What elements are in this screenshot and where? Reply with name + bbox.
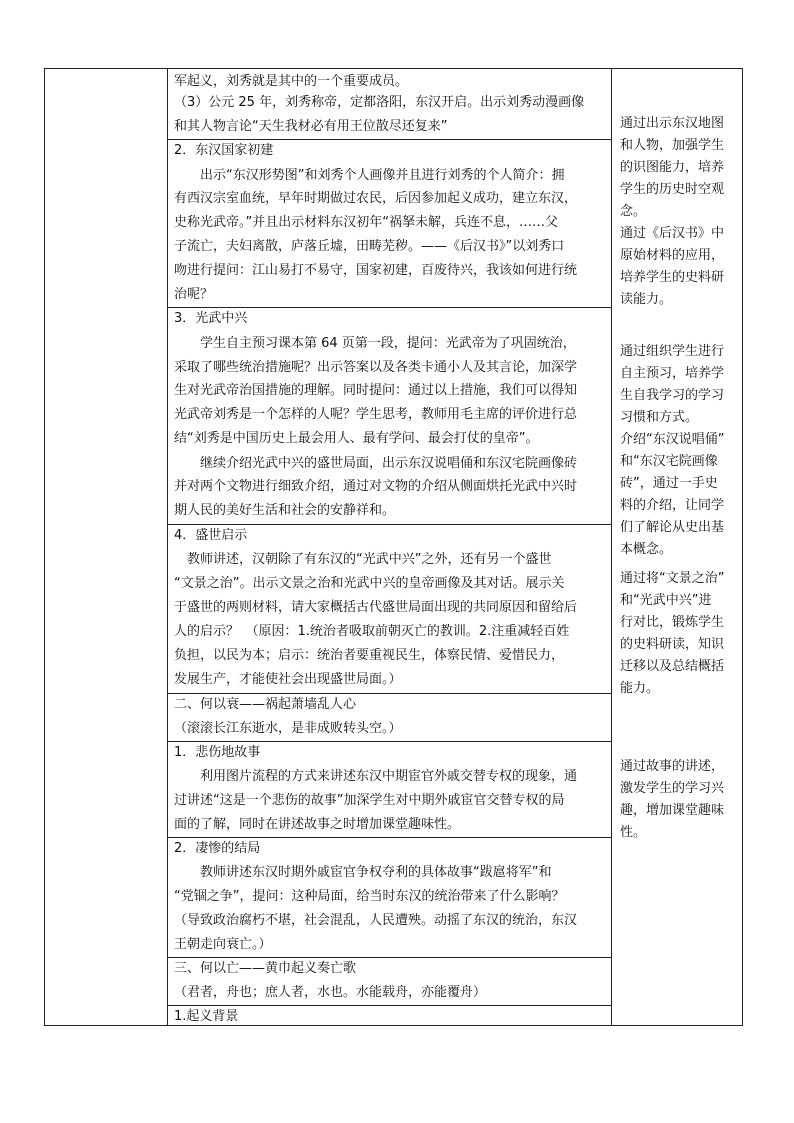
content-line: 继续介绍光武中兴的盛世局面，出示东汉说唱俑和东汉宅院画像砖 [174,456,578,471]
content-line: （君者，舟也；庶人者，水也。水能载舟，亦能覆舟） [174,985,487,1000]
content-line: 光武帝刘秀是一个怎样的人呢？学生思考，教师用毛主席的评价进行总 [174,407,578,422]
row-divider [168,307,611,308]
design-note-line: 介绍“东汉说唱俑” [620,432,725,447]
content-line: （3）公元 25 年，刘秀称帝，定都洛阳，东汉开启。出示刘秀动漫画像 [174,95,585,110]
design-note-line: 趣，增加课堂趣味 [620,803,725,818]
content-line: 和其人物言论“天生我材必有用王位散尽还复来” [174,119,448,134]
row-divider [168,524,611,525]
design-note-line: 原始材料的应用， [620,248,725,263]
content-line: 出示“东汉形势图”和刘秀个人画像并且进行刘秀的个人简介：拥 [174,168,565,183]
content-line: 于盛世的两则材料，请大家概括古代盛世局面出现的共同原因和留给后 [174,600,578,615]
content-line: 过讲述“这是一个悲伤的故事”加深学生对中期外戚宦官交替专权的局 [174,793,565,808]
content-line: 2．东汉国家初建 [174,143,274,158]
content-line: 三、何以亡——黄巾起义奏亡歌 [174,961,357,976]
content-line: 教师讲述东汉时期外戚宦官争权夺利的具体故事“跋扈将军”和 [174,865,552,880]
content-line: 王朝走向衰亡。） [174,937,272,952]
design-note-line: 通过组织学生进行 [620,344,725,359]
content-line: 1．悲伤地故事 [174,745,261,760]
row-divider [168,741,611,742]
design-intent-column [612,69,744,1025]
content-line: 吻进行提问：江山易打不易守，国家初建，百废待兴，我该如何进行统 [174,263,578,278]
content-line: 利用图片流程的方式来讲述东汉中期宦官外戚交替专权的现象，通 [174,769,578,784]
design-note-line: 学生的历史时空观 [620,182,725,197]
design-note-line: 和“东汉宅院画像 [620,454,718,469]
content-line: 生对光武帝治国措施的理解。同时提问：通过以上措施，我们可以得知 [174,383,578,398]
design-note-line: 本概念。 [620,542,673,557]
content-line: （滚滚长江东逝水，是非成败转头空。） [174,721,402,736]
content-line: “党锢之争”，提问：这种局面，给当时东汉的统治带来了什么影响？ [174,889,565,904]
content-line: 4．盛世启示 [174,528,248,543]
content-line: 负担，以民为本；启示：统治者要重视民生，体察民情、爱惜民力， [174,648,565,663]
design-note-line: 激发学生的学习兴 [620,781,725,796]
content-line: （导致政治腐朽不堪，社会混乱，人民遭殃。动摇了东汉的统治，东汉 [174,913,578,928]
row-divider [168,837,611,838]
design-note-line: 习惯和方式。 [620,410,699,425]
design-note-line: 生自我学习的学习 [620,388,725,403]
content-line: 发展生产，才能使社会出现盛世局面。） [174,672,402,687]
lesson-plan-table [44,68,743,1026]
row-divider [168,957,611,958]
row-divider [168,693,611,694]
design-note-line: 通过将“文景之治” [620,571,725,586]
content-line: 二、何以衰——祸起萧墙乱人心 [174,697,357,712]
design-note-line: 和“光武中兴”进 [620,593,712,608]
content-line: 人的启示？ （原因：1.统治者吸取前朝灭亡的教训。2.注重减轻百姓 [174,624,570,639]
content-line: 面的了解，同时在讲述故事之时增加课堂趣味性。 [174,817,461,832]
design-note-line: 料的介绍，让同学 [620,498,725,513]
content-line: 治呢？ [174,287,214,302]
content-line: 学生自主预习课本第 64 页第一段，提问：光武帝为了巩固统治， [174,336,576,351]
content-line: 结“刘秀是中国历史上最会用人、最有学问、最会打仗的皇帝”。 [174,431,539,446]
content-line: 1.起义背景 [174,1009,239,1024]
design-note-line: 行对比，锻炼学生 [620,615,725,630]
design-note-line: 们了解论从史出基 [620,520,725,535]
design-note-line: 和人物，加强学生 [620,138,725,153]
design-note-line: 念。 [620,204,647,219]
content-line: 并对两个文物进行细致介绍，通过对文物的介绍从侧面烘托光武中兴时 [174,479,578,494]
content-line: 教师讲述，汉朝除了有东汉的“光武中兴”之外，还有另一个盛世 [174,552,552,567]
teaching-process-column [168,69,612,1025]
design-note-line: 砖”，通过一手史 [620,476,718,491]
row-divider [168,1005,611,1006]
content-line: 期人民的美好生活和社会的安静祥和。 [174,503,396,518]
design-note-line: 能力。 [620,681,660,696]
design-note-line: 自主预习，培养学 [620,366,725,381]
design-note-line: 读能力。 [620,292,673,307]
section-column [45,69,168,1025]
content-line: 史称光武帝。”并且出示材料东汉初年“祸拏未解，兵连不息，……父 [174,215,558,230]
design-note-line: 通过故事的讲述， [620,759,725,774]
design-note-line: 通过《后汉书》中 [620,226,725,241]
design-note-line: 的识图能力，培养 [620,160,725,175]
design-note-line: 培养学生的史料研 [620,270,725,285]
content-line: 子流亡，夫妇离散，庐落丘墟，田畴芜秽。——《后汉书》”以刘秀口 [174,239,565,254]
content-line: 军起义，刘秀就是其中的一个重要成员。 [174,74,409,89]
design-note-line: 通过出示东汉地图 [620,116,725,131]
design-note-line: 迁移以及总结概括 [620,659,725,674]
content-line: 采取了哪些统治措施呢？出示答案以及各类卡通小人及其言论，加深学 [174,360,578,375]
content-line: 2．凄惨的结局 [174,841,261,856]
design-note-line: 的史料研读，知识 [620,637,725,652]
design-note-line: 性。 [620,825,647,840]
content-line: 有西汉宗室血统，早年时期做过农民，后因参加起义成功，建立东汉， [174,191,578,206]
row-divider [168,139,611,140]
content-line: 3．光武中兴 [174,311,248,326]
content-line: “文景之治”。出示文景之治和光武中兴的皇帝画像及其对话。展示关 [174,576,565,591]
